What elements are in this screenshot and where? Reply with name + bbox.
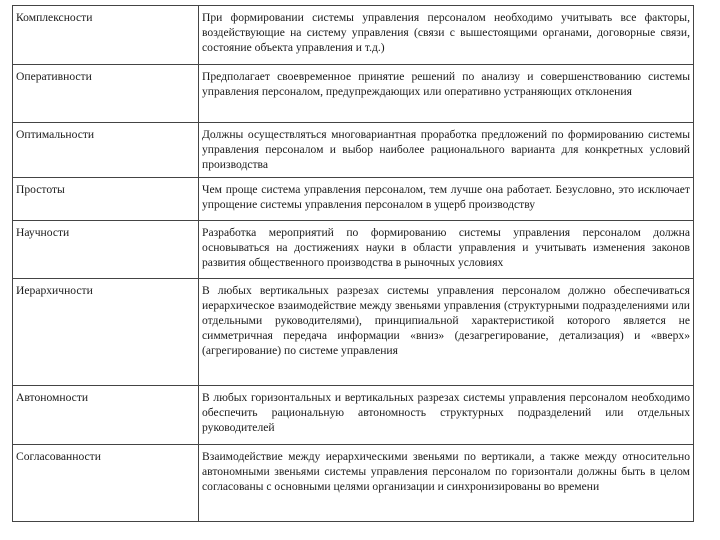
table-row: [13, 123, 694, 178]
principle-name: Простоты: [13, 178, 199, 221]
principle-name: Оперативности: [13, 65, 199, 123]
table-row: [13, 279, 694, 386]
table-row: [13, 445, 694, 522]
principle-description: В любых горизонтальных и вертикальных разрезах системы управления персоналом необходимо обеспечить рациональную автономность структурных подразделений или отдельных руководителей: [199, 386, 694, 445]
principle-description: Предполагает своевременное принятие решений по анализу и совершенствованию системы управления персоналом, предупреждающих или оперативно устраняющих отклонения: [199, 65, 694, 123]
principle-description: Взаимодействие между иерархическими звеньями по вертикали, а также между относительно автономными звеньями системы управления персоналом по горизонтали должны быть в целом согласованы с основными целями организации и синхронизированы во времени: [199, 445, 694, 522]
table-row: [13, 65, 694, 123]
principle-description: Чем проще система управления персоналом, тем лучше она работает. Безусловно, это исключает упрощение системы управления персоналом в ущерб производству: [199, 178, 694, 221]
principle-name: Комплексности: [13, 6, 199, 65]
table-row: [13, 6, 694, 65]
principle-description: В любых вертикальных разрезах системы управления персоналом должно обеспечиваться иерархическое взаимодействие между звеньями управления (структурными подразделениями или отдельными руководителями), принципиальной характеристикой которого является не симметричная передача информации «вниз» (дезагрегирование, детализация) и «вверх» (агрегирование) по системе управления: [199, 279, 694, 386]
principle-name: Автономности: [13, 386, 199, 445]
principle-description: Должны осуществляться многовариантная проработка предложений по формированию системы управления персоналом и выбор наиболее рационального варианта для конкретных условий производства: [199, 123, 694, 178]
principle-name: Согласованности: [13, 445, 199, 522]
principle-name: Оптимальности: [13, 123, 199, 178]
principle-name: Иерархичности: [13, 279, 199, 386]
principle-description: При формировании системы управления персоналом необходимо учитывать все факторы, воздействующие на систему управления (связи с вышестоящими органами, договорные связи, состояние объекта управления и т.д.): [199, 6, 694, 65]
table-row: [13, 178, 694, 221]
table-row: [13, 221, 694, 279]
principles-table: [12, 5, 694, 522]
principle-description: Разработка мероприятий по формированию системы управления персоналом должна основываться на достижениях науки в области управления и учитывать изменения законов развития общественного производства в рыночных условиях: [199, 221, 694, 279]
table-row: [13, 386, 694, 445]
principle-name: Научности: [13, 221, 199, 279]
